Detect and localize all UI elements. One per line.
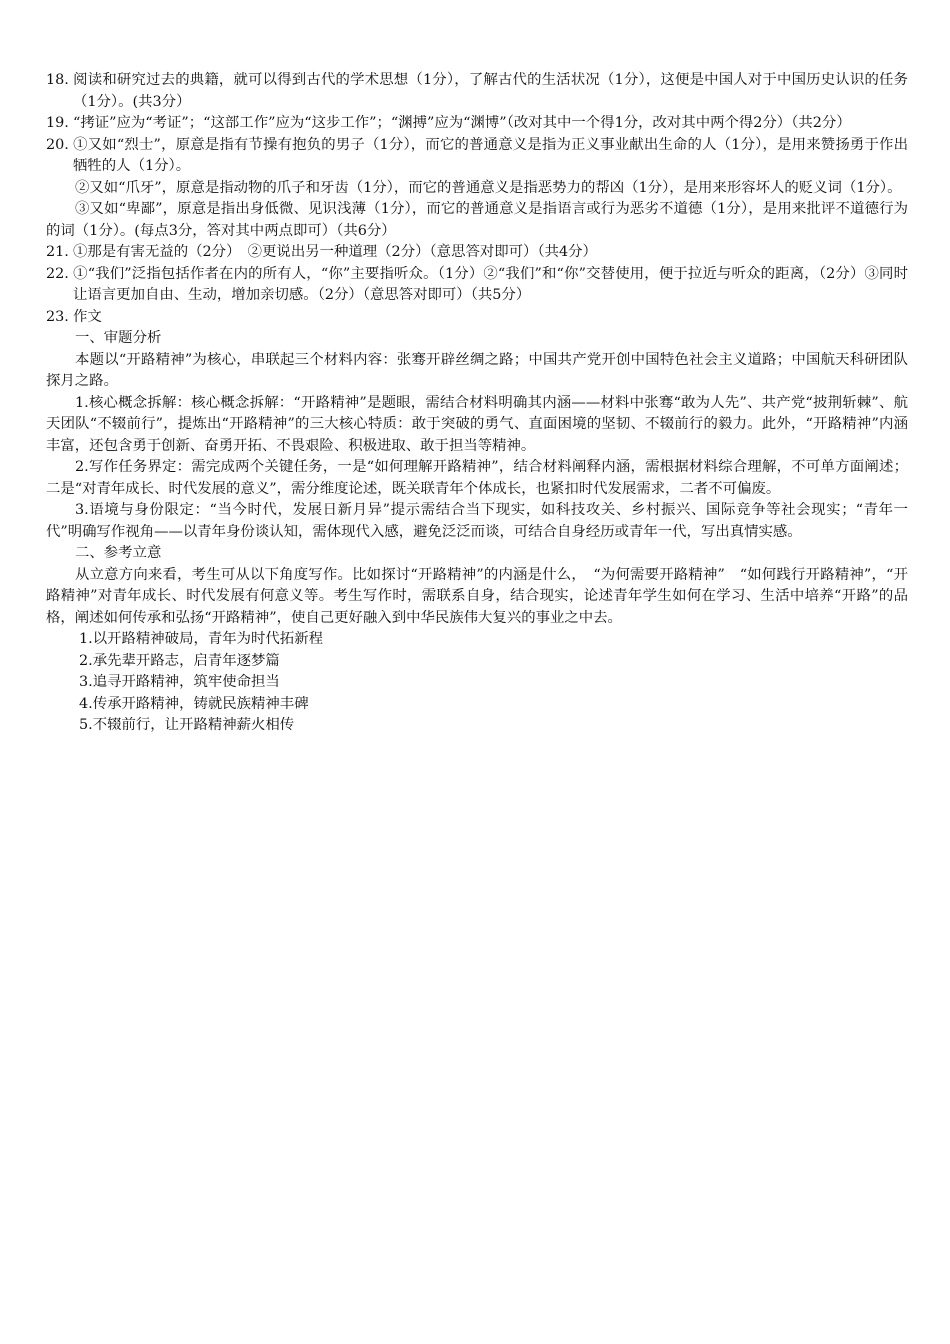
answer-text: 阅读和研究过去的典籍，就可以得到古代的学术思想（1分），了解古代的生活状况（1分），这便是中国人对于中国历史认识的任务（1分）。(共3分）	[73, 72, 908, 110]
answer-text: ①“我们”泛指包括作者在内的所有人，“你”主要指听众。（1分）②“我们”和“你”交替使用，便于拉近与听众的距离，（2分）③同时让语言更加自由、生动，增加亲切感。（2分）（意思答对即可）（共5分）	[73, 265, 908, 303]
answer-text: ①又如“烈士”，原意是指有节操有抱负的男子（1分），而它的普通意义是指为正义事业献出生命的人（1分），是用来赞扬勇于作出牺牲的人（1分）。	[73, 136, 908, 174]
answer-18	[46, 70, 908, 113]
idea-item: 1.以开路精神破局，青年为时代拓新程	[79, 631, 323, 647]
essay-title: 作文	[73, 308, 102, 325]
section-1-heading: 一、审题分析	[75, 330, 162, 346]
answer-19	[46, 113, 908, 135]
answer-sheet	[46, 70, 908, 737]
answer-20-point-3: ③又如“卑鄙”，原意是指出身低微、见识浅薄（1分），而它的普通意义是指语言或行为恶劣不道德（1分），是用来批评不道德行为的词（1分）。(每点3分，答对其中两点即可）（共6分）	[46, 201, 908, 239]
question-number: 23.	[46, 308, 69, 325]
question-number: 18.	[46, 72, 69, 88]
answer-21	[46, 242, 908, 264]
question-number: 20.	[46, 136, 69, 153]
answer-23-title	[46, 307, 908, 329]
section-1-intro: 本题以“开路精神”为核心，串联起三个材料内容：张骞开辟丝绸之路；中国共产党开创中国特色社会主义道路；中国航天科研团队探月之路。	[46, 351, 908, 389]
analysis-point-2: 2.写作任务界定：需完成两个关键任务，一是“如何理解开路精神”，结合材料阐释内涵，需根据材料综合理解，不可单方面阐述；二是“对青年成长、时代发展的意义”，需分维度论述，既关联青年个体成长，也紧扣时代发展需求，二者不可偏废。	[46, 459, 908, 497]
idea-item: 5.不辍前行，让开路精神薪火相传	[79, 717, 295, 733]
answer-text: ①那是有害无益的（2分） ②更说出另一种道理（2分）（意思答对即可）（共4分）	[73, 244, 597, 260]
question-number: 19.	[46, 115, 69, 131]
answer-22	[46, 264, 908, 307]
answer-20-point-2: ②又如“爪牙”，原意是指动物的爪子和牙齿（1分），而它的普通意义是指恶势力的帮凶（1分），是用来形容坏人的贬义词（1分）。	[75, 179, 902, 196]
idea-item: 4.传承开路精神，铸就民族精神丰碑	[79, 695, 309, 712]
idea-item: 3.追寻开路精神，筑牢使命担当	[79, 674, 280, 690]
section-2-intro: 从立意方向来看，考生可从以下角度写作。比如探讨“开路精神”的内涵是什么， “为何需要开路精神” “如何践行开路精神”，“开路精神”对青年成长、时代发展有何意义等。考生写作时，需联系自身，结合现实，论述青年学生如何在学习、生活中培养“开路”的品格，阐述如何传承和弘扬“开路精神”，使自己更好融入到中华民族伟大复兴的事业之中去。	[46, 566, 908, 626]
answer-text: “拷证”应为“考证”；“这部工作”应为“这步工作”；“渊搏”应为“渊博”（改对其中一个得1分，改对其中两个得2分）（共2分）	[73, 115, 851, 131]
answer-20-point-1	[46, 135, 908, 178]
question-number: 22.	[46, 265, 69, 282]
section-2-heading: 二、参考立意	[75, 545, 162, 561]
analysis-point-3: 3.语境与身份限定：“当今时代，发展日新月异”提示需结合当下现实，如科技攻关、乡村振兴、国际竞争等社会现实；“青年一代”明确写作视角——以青年身份谈认知，需体现代入感，避免泛泛而谈，可结合自身经历或青年一代，写出真情实感。	[46, 502, 908, 540]
question-number: 21.	[46, 244, 69, 260]
analysis-point-1: 1.核心概念拆解：核心概念拆解：“开路精神”是题眼，需结合材料明确其内涵——材料中张骞“敢为人先”、共产党“披荆斩棘”、航天团队“不辍前行”，提炼出“开路精神”的三大核心特质：敢于突破的勇气、直面困境的坚韧、不辍前行的毅力。此外，“开路精神”内涵丰富，还包含勇于创新、奋勇开拓、不畏艰险、积极进取、敢于担当等精神。	[46, 394, 908, 454]
idea-item: 2.承先辈开路志，启青年逐梦篇	[79, 652, 280, 669]
